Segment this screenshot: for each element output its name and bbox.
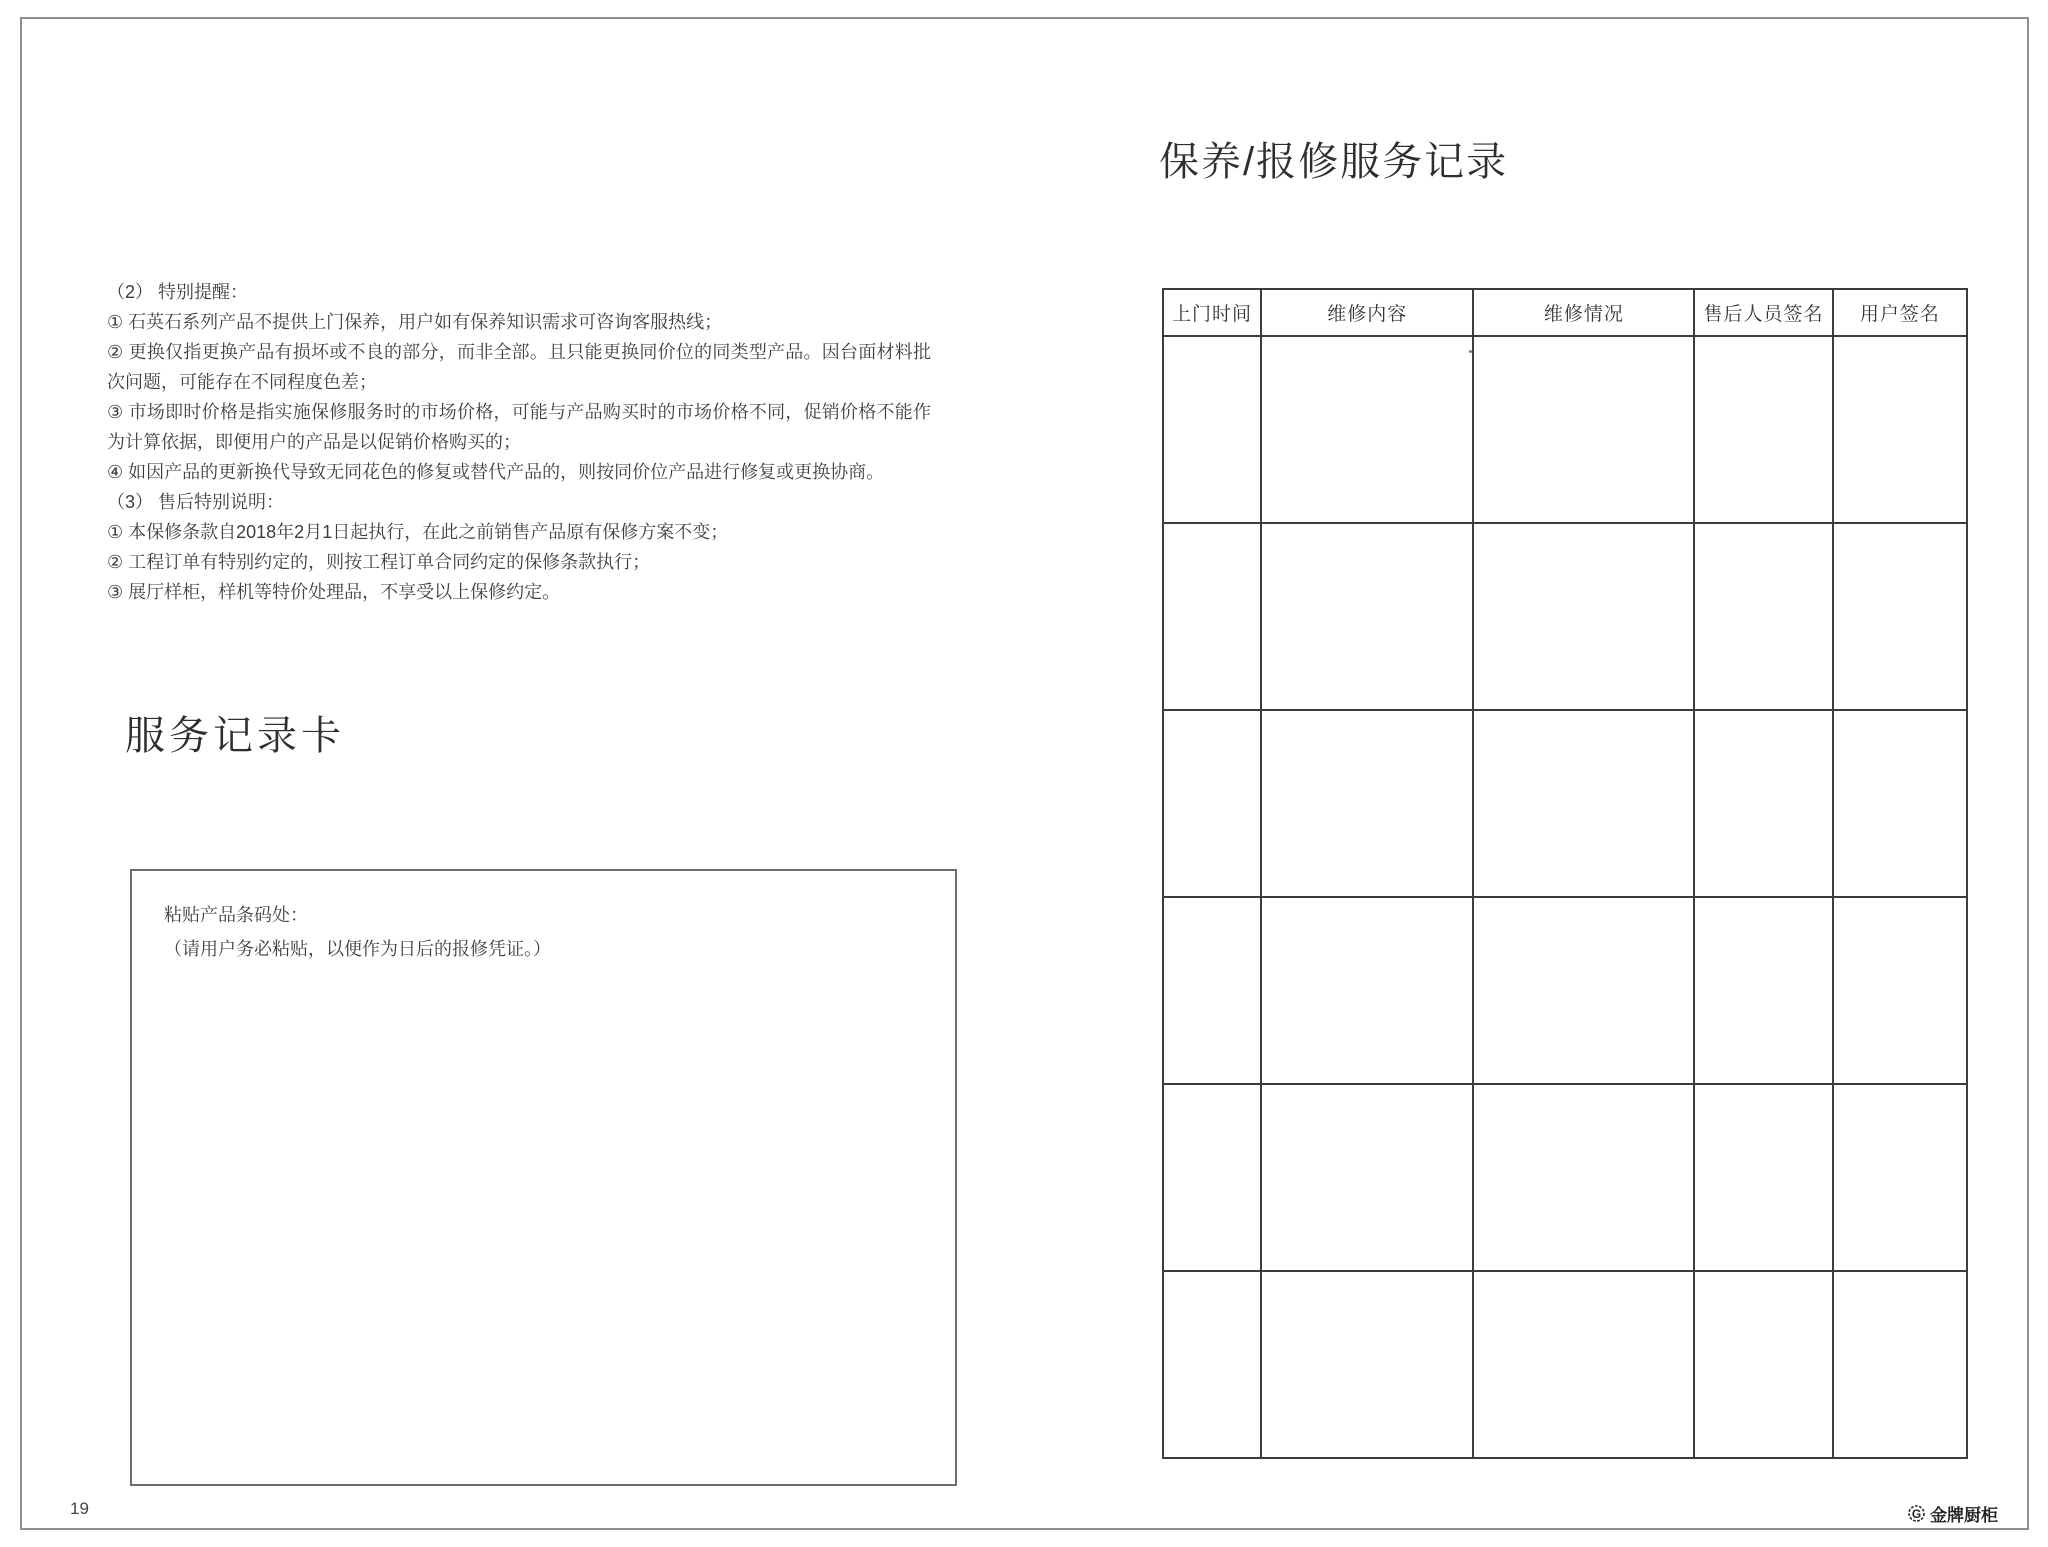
barcode-box-label: 粘贴产品条码处： [164, 905, 308, 925]
note-line: ② 工程订单有特别约定的，则按工程订单合同约定的保修条款执行； [107, 552, 651, 572]
table-cell [1694, 336, 1832, 523]
page-frame [20, 17, 2029, 1530]
table-cell [1163, 1271, 1261, 1458]
note-line: ① 石英石系列产品不提供上门保养，用户如有保养知识需求可咨询客服热线； [107, 312, 723, 332]
service-record-card-title: 服务记录卡 [125, 714, 345, 758]
table-cell [1833, 710, 1967, 897]
table-cell [1694, 897, 1832, 1084]
table-cell [1833, 336, 1967, 523]
table-row [1163, 1271, 1967, 1458]
note-line: ③ 展厅样柜，样机等特价处理品，不享受以上保修约定。 [107, 582, 561, 602]
table-row [1163, 336, 1967, 523]
table-cell [1261, 897, 1473, 1084]
table-row [1163, 523, 1967, 710]
table-cell [1473, 336, 1694, 523]
note-line: （2） 特别提醒： [107, 282, 249, 302]
table-cell [1694, 710, 1832, 897]
table-row [1163, 1084, 1967, 1271]
brand-name: 金牌厨柜 [1930, 1506, 1998, 1525]
table-cell [1261, 1084, 1473, 1271]
table-cell [1833, 897, 1967, 1084]
service-table-body [1163, 336, 1967, 1458]
page-number: 19 [70, 1499, 89, 1518]
table-row [1163, 897, 1967, 1084]
ink-speck [1469, 350, 1472, 353]
note-line: ④ 如因产品的更新换代导致无同花色的修复或替代产品的，则按同价位产品进行修复或更换协商。 [107, 462, 885, 482]
svg-text:G: G [1911, 1507, 1922, 1521]
table-cell [1473, 710, 1694, 897]
page-title: 保养/报修服务记录 [1159, 140, 1509, 184]
table-cell [1473, 897, 1694, 1084]
table-cell [1163, 897, 1261, 1084]
note-line: （3） 售后特别说明： [107, 492, 285, 512]
column-header-user-signature: 用户签名 [1833, 289, 1967, 336]
table-cell [1833, 523, 1967, 710]
table-cell [1261, 1271, 1473, 1458]
table-cell [1694, 1084, 1832, 1271]
table-cell [1261, 710, 1473, 897]
table-cell [1261, 336, 1473, 523]
table-cell [1694, 1271, 1832, 1458]
table-cell [1163, 710, 1261, 897]
warranty-notes [107, 277, 931, 607]
table-cell [1473, 1084, 1694, 1271]
note-line: ① 本保修条款自2018年2月1日起执行，在此之前销售产品原有保修方案不变； [107, 522, 729, 542]
table-cell [1694, 523, 1832, 710]
barcode-box-note: （请用户务必粘贴，以便作为日后的报修凭证。） [164, 939, 551, 959]
table-header-row [1163, 289, 1967, 336]
table-cell [1833, 1271, 1967, 1458]
table-cell [1261, 523, 1473, 710]
service-record-table [1162, 288, 1968, 1459]
barcode-box [130, 869, 957, 1486]
g-circle-icon [1906, 1503, 1927, 1524]
table-cell [1833, 1084, 1967, 1271]
column-header-repair-status: 维修情况 [1473, 289, 1694, 336]
note-line: ② 更换仅指更换产品有损坏或不良的部分，而非全部。且只能更换同价位的同类型产品。因台面材料批次问题，可能存在不同程度色差； [107, 342, 931, 392]
table-cell [1473, 523, 1694, 710]
column-header-repair-content: 维修内容 [1261, 289, 1473, 336]
column-header-service-signature: 售后人员签名 [1694, 289, 1832, 336]
table-cell [1163, 523, 1261, 710]
table-cell [1473, 1271, 1694, 1458]
brand-logo [1906, 1501, 1998, 1526]
table-row [1163, 710, 1967, 897]
note-line: ③ 市场即时价格是指实施保修服务时的市场价格，可能与产品购买时的市场价格不同，促销价格不能作为计算依据，即便用户的产品是以促销价格购买的； [107, 402, 931, 452]
table-cell [1163, 1084, 1261, 1271]
column-header-visit-time: 上门时间 [1163, 289, 1261, 336]
table-cell [1163, 336, 1261, 523]
